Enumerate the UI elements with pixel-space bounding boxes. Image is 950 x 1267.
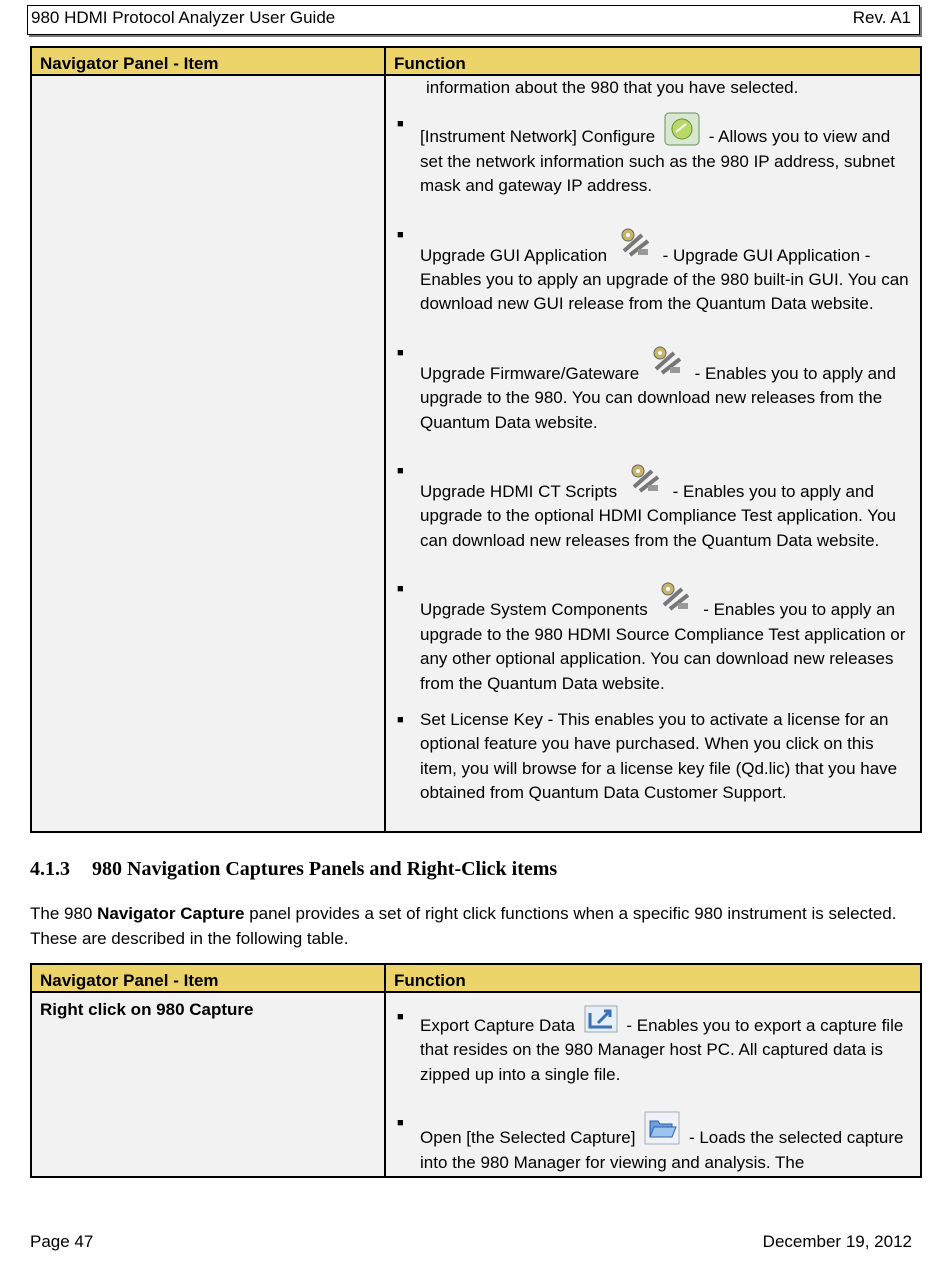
upgrade-tools-icon [616, 223, 654, 268]
item-name: Upgrade Firmware/Gateware [420, 363, 640, 383]
item-description: - Enables you to apply an upgrade to the 980 HDMI Source Compliance Test application or any other optional application. You can download new releases from the Quantum Data website. [420, 600, 906, 693]
bullet-icon: ■ [397, 583, 404, 596]
bullet-icon: ■ [397, 1011, 404, 1023]
column-header-item: Navigator Panel - Item [31, 47, 385, 75]
list-item [387, 459, 919, 553]
navigator-items-table [30, 46, 922, 833]
item-name: Open [the Selected Capture] [420, 1128, 636, 1148]
list-item [387, 112, 919, 198]
item-name: Upgrade System Components [420, 600, 648, 620]
intro-paragraph [30, 902, 930, 951]
list-item [387, 1111, 919, 1175]
list-item [387, 708, 919, 806]
section-heading [30, 858, 557, 881]
item-cell: Right click on 980 Capture [31, 992, 385, 1177]
item-cell [31, 75, 385, 832]
item-name: Upgrade GUI Application [420, 245, 608, 265]
item-name: [Instrument Network] Configure [420, 127, 656, 147]
item-description: - Allows you to view and set the network information such as the 980 IP address, subnet mask and gateway IP address. [420, 127, 896, 196]
bullet-icon: ■ [397, 713, 404, 726]
column-header-function: Function [385, 47, 921, 75]
bullet-icon: ■ [397, 118, 404, 131]
item-description: - Enables you to apply and upgrade to the 980. You can download new releases from the Quantum Data website. [420, 363, 896, 432]
network-configure-icon [664, 112, 700, 149]
function-list [387, 112, 919, 805]
intro-bold-term: Navigator Capture [97, 904, 245, 923]
revision: Rev. A1 [852, 8, 911, 27]
list-item [387, 223, 919, 317]
continued-text: information about the 980 that you have selected. [426, 78, 799, 97]
item-description: - Enables you to apply and upgrade to the optional HDMI Compliance Test application. You can download new releases from the Quantum Data website. [420, 482, 896, 550]
item-description: - Upgrade GUI Application - Enables you to apply an upgrade of the 980 built-in GUI. You can download new GUI release from the Quantum Data website. [420, 245, 909, 314]
item-description: - Loads the selected capture into the 980 Manager for viewing and analysis. The [420, 1128, 904, 1172]
upgrade-tools-icon [626, 459, 664, 504]
upgrade-tools-icon [656, 577, 694, 622]
section-title: 980 Navigation Captures Panels and Right-Click items [92, 858, 558, 880]
bullet-icon: ■ [397, 465, 404, 478]
export-icon [584, 1005, 618, 1038]
bullet-icon: ■ [397, 346, 404, 359]
upgrade-tools-icon [648, 341, 686, 386]
list-item [387, 1005, 919, 1087]
intro-text: panel provides a set of right click functions when a specific 980 instrument is selected. These are described in the following table. [30, 904, 897, 948]
intro-text: The 980 [30, 904, 98, 923]
list-item [387, 577, 919, 696]
section-number: 4.1.3 [30, 858, 70, 880]
item-name: Upgrade HDMI CT Scripts [420, 482, 618, 502]
list-item [387, 341, 919, 435]
page-number: Page 47 [30, 1232, 94, 1251]
page-date: December 19, 2012 [762, 1232, 912, 1251]
open-folder-icon [644, 1111, 680, 1150]
function-cell [385, 75, 921, 832]
function-cell [385, 992, 921, 1177]
bullet-icon: ■ [397, 228, 404, 241]
item-name: Export Capture Data [420, 1016, 575, 1035]
page-header [27, 5, 920, 35]
item-description: - Enables you to export a capture file that resides on the 980 Manager host PC. All captured data is zipped up into a single file. [420, 1016, 904, 1084]
column-header-item: Navigator Panel - Item [31, 964, 385, 992]
document-title: 980 HDMI Protocol Analyzer User Guide [31, 8, 336, 27]
item-name: Set License Key - This enables you to activate a license for an optional feature you have purchased. When you click on this item, you will browse for a license key file (Qd.lic) that you have obtained from Quantum Data Customer Support. [420, 709, 898, 803]
column-header-function: Function [385, 964, 921, 992]
capture-items-table [30, 963, 922, 1178]
bullet-icon: ■ [397, 1117, 404, 1130]
function-list [387, 1005, 919, 1175]
